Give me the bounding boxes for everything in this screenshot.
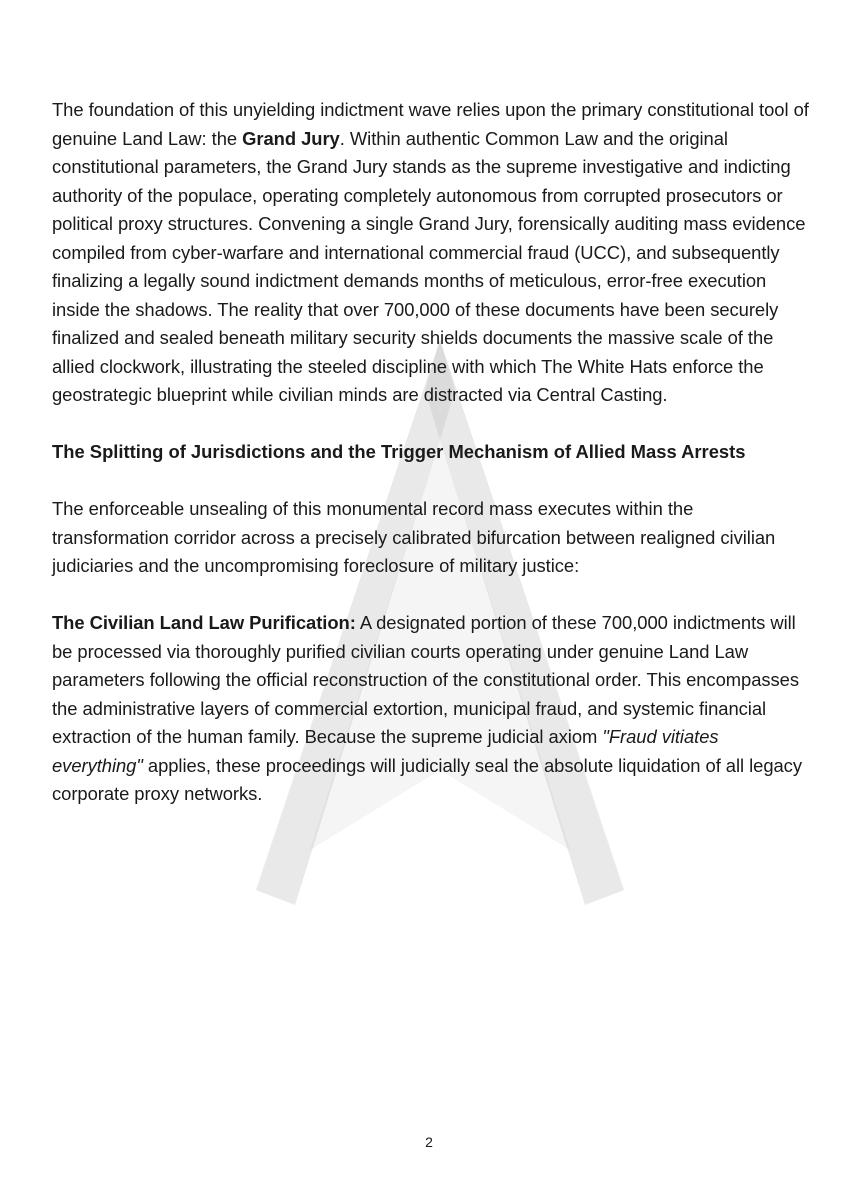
page-number: 2 xyxy=(425,1134,433,1150)
paragraph-text: . Within authentic Common Law and the original constitutional parameters, the Grand Jury stands as the supreme investigative and indicting authority of the populace, operating completely autonomous from corrupted prosecutors or political proxy structures. Convening a single Grand Jury, forensically auditing mass evidence compiled from cyber-warfare and international commercial fraud (UCC), and subsequently finalizing a legally sound indictment demands months of meticulous, error-free execution inside the shadows. The reality that over 700,000 of these documents have been securely finalized and sealed beneath military security shields documents the massive scale of the allied clockwork, illustrating the steeled discipline with which The White Hats enforce the geostrategic blueprint while civilian minds are distracted via Central Casting. xyxy=(52,127,806,405)
paragraph-text: A designated portion of these 700,000 indictments will be processed via thoroughly purified civilian courts operating under genuine Land Law parameters following the official reconstruction of the constitutional order. This encompasses the administrative layers of commercial extortion, municipal fraud, and systemic financial extraction of the human family. Because the supreme judicial axiom xyxy=(52,612,799,747)
italic-quote: "Fraud vitiates everything" xyxy=(52,726,719,776)
paragraph-grand-jury xyxy=(52,96,812,410)
bold-term-civilian-purification: The Civilian Land Law Purification: xyxy=(52,612,356,633)
document-body xyxy=(52,96,812,837)
section-heading: The Splitting of Jurisdictions and the Trigger Mechanism of Allied Mass Arrests xyxy=(52,441,746,462)
paragraph-bifurcation: The enforceable unsealing of this monumental record mass executes within the transformation corridor across a precisely calibrated bifurcation between realigned civilian judiciaries and the uncompromising foreclosure of military justice: xyxy=(52,498,776,576)
paragraph-text: applies, these proceedings will judicially seal the absolute liquidation of all legacy corporate proxy networks. xyxy=(52,754,802,804)
paragraph-civilian-purification xyxy=(52,609,812,809)
paragraph-text: The foundation of this unyielding indictment wave relies upon the primary constitutional tool of genuine Land Law: the xyxy=(52,99,809,149)
bold-term-grand-jury: Grand Jury xyxy=(242,127,340,149)
